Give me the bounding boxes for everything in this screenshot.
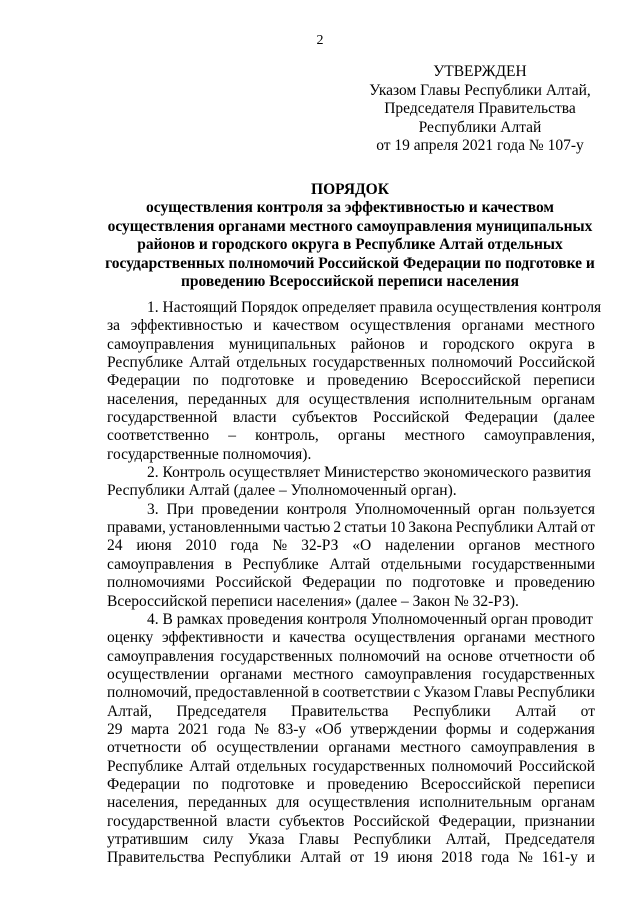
body-line: самоуправления муниципальных районов и городского округа в [107, 335, 595, 353]
body-line: государственные полномочия). [107, 445, 312, 463]
approval-line: Республики Алтай [418, 118, 542, 136]
approval-line: от 19 апреля 2021 года № 107-у [376, 137, 584, 155]
body-line: отчетности об осуществлении органами местного самоуправления в [107, 739, 595, 757]
body-line: Всероссийской переписи населения» (далее – Закон № 32-РЗ). [107, 592, 519, 610]
body-line: 4. В рамках проведения контроля Уполномоченный орган проводит [147, 610, 593, 628]
body-line: самоуправления в Республике Алтай отдельными государственными [107, 555, 595, 573]
body-line: Федерации по подготовке и проведению Всероссийской переписи [107, 775, 595, 793]
body-line: Республике Алтай отдельных государственных полномочий Российской [107, 354, 595, 372]
body-line: государственной власти субъектов Российской Федерации (далее [107, 409, 595, 427]
approval-block [345, 63, 615, 156]
body-line: Правительства Республики Алтай от 19 июня 2018 года № 161-у и [107, 849, 595, 867]
body-line: населения, переданных для осуществления исполнительным органам [107, 794, 595, 812]
body-line: соответственно – контроль, органы местного самоуправления, [107, 427, 595, 445]
title-line: государственных полномочий Российской Федерации по подготовке и [105, 254, 595, 272]
body-line: осуществлении органами местного самоуправления государственных [107, 665, 595, 683]
body-line: 2. Контроль осуществляет Министерство экономического развития [147, 464, 592, 482]
body-line: Республике Алтай отдельных государственных полномочий Российской [107, 757, 595, 775]
body-line: Федерации по подготовке и проведению Всероссийской переписи [107, 372, 595, 390]
body-line: населения, переданных для осуществления исполнительным органам [107, 390, 595, 408]
approval-line: Председателя Правительства [384, 100, 576, 118]
body-line: утратившим силу Указа Главы Республики Алтай, Председателя [107, 830, 595, 848]
title-line: осуществления органами местного самоуправления муниципальных [107, 217, 593, 235]
body-line: самоуправления государственных полномочий на основе отчетности об [107, 647, 595, 665]
body-line: за эффективностью и качеством осуществления органами местного [107, 317, 595, 335]
approval-heading: УТВЕРЖДЕН [433, 63, 527, 80]
body-line: 3. При проведении контроля Уполномоченный орган пользуется [147, 500, 595, 518]
approval-line: Указом Главы Республики Алтай, [369, 81, 591, 99]
body-line: 29 марта 2021 года № 83-у «Об утверждении формы и содержания [107, 720, 595, 738]
body-line: полномочий, предоставленной в соответствии с Указом Главы Республики [107, 684, 595, 702]
body-line: оценку эффективности и качества осуществления органами местного [107, 629, 595, 647]
body-line: Алтай, Председателя Правительства Республики Алтай от [107, 702, 595, 720]
document-title [100, 181, 600, 291]
title-heading: ПОРЯДОК [311, 181, 389, 198]
page-number: 2 [316, 33, 324, 48]
body-line: правами, установленными частью 2 статьи 10 Закона Республики Алтай от [107, 519, 595, 537]
body-line: 1. Настоящий Порядок определяет правила осуществления контроля [147, 299, 602, 316]
body-line: 24 июня 2010 года № 32-РЗ «О наделении органов местного [107, 537, 595, 555]
body-line: государственной власти субъектов Российской Федерации, признании [107, 812, 595, 830]
document-body [107, 299, 602, 868]
body-line: полномочиями Российской Федерации по подготовке и проведению [107, 574, 595, 592]
body-line: Республики Алтай (далее – Уполномоченный орган). [107, 482, 457, 500]
title-line: районов и городского округа в Республике Алтай отдельных [137, 236, 563, 254]
title-line: осуществления контроля за эффективностью и качеством [146, 199, 554, 217]
title-line: проведению Всероссийской переписи населения [180, 273, 519, 291]
